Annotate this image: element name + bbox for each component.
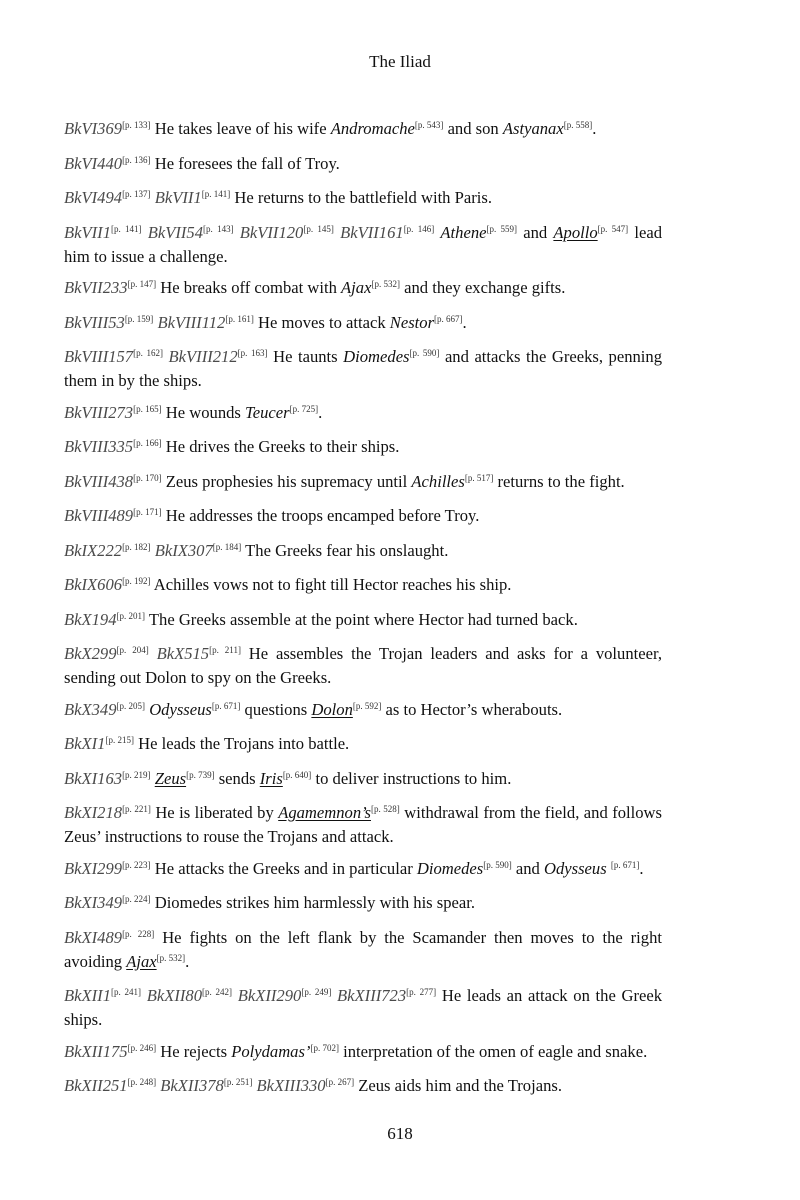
page-reference-link[interactable]: [p. 249] <box>301 987 332 997</box>
book-reference-link[interactable]: BkVII1 <box>64 222 111 242</box>
entry-text: He leads the Trojans into battle. <box>133 734 350 753</box>
page-reference-link[interactable]: [p. 532] <box>371 279 400 289</box>
entry-text: He wounds <box>161 402 246 422</box>
entry-text: . <box>185 951 190 971</box>
entry-paragraph <box>64 985 662 1030</box>
page-reference-link[interactable]: [p. 161] <box>225 313 254 324</box>
page-title: The Iliad <box>369 52 431 71</box>
page-reference-link[interactable]: [p. 532] <box>156 952 186 963</box>
book-reference-link[interactable]: BkX515 <box>156 644 210 663</box>
page-reference-link[interactable]: [p. 221] <box>122 804 151 814</box>
entry-text: He foresees the fall of Troy. <box>150 153 340 173</box>
entry-text: He addresses the troops encamped before Troy. <box>161 506 480 525</box>
entry-text: . <box>462 312 467 332</box>
entry-list <box>64 118 662 1110</box>
page-reference-link[interactable]: [p. 267] <box>325 1077 355 1087</box>
entry-text <box>149 644 157 663</box>
entry-text: . <box>639 858 644 878</box>
character-name-link[interactable]: Diomedes <box>343 347 410 366</box>
entry-paragraph <box>64 436 662 460</box>
page-reference-link[interactable]: [p. 165] <box>133 403 162 414</box>
book-reference-link[interactable]: BkXII290 <box>237 986 302 1005</box>
page-reference-link[interactable]: [p. 671] <box>610 859 640 870</box>
page-reference-link[interactable]: [p. 171] <box>133 507 162 517</box>
book-reference-link[interactable]: BkVII54 <box>147 222 204 242</box>
character-name-link[interactable]: Andromache <box>330 119 415 138</box>
entry-text: Zeus aids him and the Trojans. <box>354 1076 562 1095</box>
entry-paragraph <box>64 402 662 426</box>
book-reference-link[interactable]: BkXIII723 <box>337 986 407 1005</box>
page-reference-link[interactable]: [p. 640] <box>282 769 312 780</box>
entry-text: He takes leave of his wife <box>150 119 331 138</box>
entry-text: He assembles the Trojan leaders and asks for a volunteer, sending out Dolon to spy on the Greeks. <box>64 644 662 687</box>
character-name-link[interactable]: Odysseus <box>544 858 607 878</box>
entry-paragraph <box>64 187 662 211</box>
book-reference-link[interactable]: BkVIII212 <box>168 347 238 366</box>
page-reference-link[interactable]: [p. 166] <box>133 438 162 448</box>
entry-text: He taunts <box>267 347 344 366</box>
book-reference-link[interactable]: BkVI440 <box>64 153 123 173</box>
entry-text: . <box>592 119 597 138</box>
entry-text: and <box>511 858 544 878</box>
page-reference-link[interactable]: [p. 248] <box>127 1077 157 1087</box>
page-reference-link[interactable]: [p. 517] <box>464 472 494 483</box>
page-reference-link[interactable]: [p. 739] <box>186 769 215 780</box>
page-reference-link[interactable]: [p. 159] <box>124 313 154 324</box>
character-name-link[interactable]: Diomedes <box>416 858 484 878</box>
character-name-link[interactable]: Apollo <box>553 222 598 242</box>
book-reference-link[interactable]: BkVII1 <box>154 188 202 207</box>
entry-paragraph <box>64 277 662 301</box>
page-reference-link[interactable]: [p. 592] <box>352 700 382 711</box>
character-name-link[interactable]: Achilles <box>411 471 465 491</box>
book-reference-link[interactable]: BkIX307 <box>154 540 213 560</box>
entry-text: to deliver instructions to him. <box>311 768 512 788</box>
entry-text: lead him to issue a challenge. <box>64 222 663 266</box>
page-reference-link[interactable]: [p. 162] <box>133 348 163 358</box>
entry-text: interpretation of the omen of eagle and snake. <box>338 1041 648 1061</box>
page-reference-link[interactable]: [p. 667] <box>434 313 463 324</box>
page-reference-link[interactable]: [p. 725] <box>289 403 319 414</box>
book-reference-link[interactable]: BkX299 <box>64 644 117 663</box>
book-reference-link[interactable]: BkXIII330 <box>256 1076 326 1095</box>
entry-paragraph <box>64 574 662 598</box>
entry-paragraph <box>64 609 662 633</box>
book-reference-link[interactable]: BkVIII438 <box>64 471 134 491</box>
character-name-link[interactable]: Agamemnon’s <box>278 803 371 822</box>
entry-text: He leads an attack on the Greek ships. <box>64 986 663 1029</box>
book-reference-link[interactable]: BkX194 <box>64 609 117 629</box>
entry-paragraph <box>64 471 662 495</box>
entry-text: returns to the fight. <box>493 471 625 491</box>
character-name-link[interactable]: Odysseus <box>149 699 212 719</box>
book-reference-link[interactable]: BkVIII157 <box>64 347 134 366</box>
page-reference-link[interactable]: [p. 146] <box>403 223 435 234</box>
entry-text: He moves to attack <box>253 312 390 332</box>
page-reference-link[interactable]: [p. 201] <box>116 610 146 621</box>
book-reference-link[interactable]: BkXII175 <box>64 1041 128 1061</box>
page-reference-link[interactable]: [p. 277] <box>406 987 437 997</box>
page-number: 618 <box>387 1124 413 1143</box>
page-reference-link[interactable]: [p. 147] <box>127 279 157 289</box>
book-reference-link[interactable]: BkXI163 <box>64 768 123 788</box>
page-reference-link[interactable]: [p. 137] <box>122 189 151 199</box>
page-reference-link[interactable]: [p. 141] <box>201 189 231 199</box>
book-reference-link[interactable]: BkXI489 <box>64 927 123 947</box>
entry-paragraph <box>64 643 662 688</box>
entry-text: He drives the Greeks to their ships. <box>161 437 400 456</box>
entry-text: . <box>318 402 323 422</box>
entry-text: sends <box>214 768 260 788</box>
character-name-link[interactable]: Nestor <box>389 312 435 332</box>
entry-text: The Greeks assemble at the point where Hector had turned back. <box>145 609 578 629</box>
book-reference-link[interactable]: BkVIII335 <box>64 437 134 456</box>
entry-paragraph <box>64 346 662 391</box>
page-reference-link[interactable]: [p. 242] <box>202 987 233 997</box>
page-reference-link[interactable]: [p. 590] <box>483 859 512 870</box>
character-name-link[interactable]: Polydamas’ <box>231 1041 311 1061</box>
page-reference-link[interactable]: [p. 145] <box>303 223 334 234</box>
character-name-link[interactable]: Dolon <box>311 699 353 719</box>
character-name-link[interactable]: Zeus <box>154 768 187 788</box>
book-reference-link[interactable]: BkXII1 <box>64 986 111 1005</box>
page-reference-link[interactable]: [p. 246] <box>127 1042 157 1053</box>
entry-text: He attacks the Greeks and in particular <box>150 858 417 878</box>
page-reference-link[interactable]: [p. 133] <box>122 120 151 130</box>
entry-text: as to Hector’s wherabouts. <box>381 699 563 719</box>
book-reference-link[interactable]: BkXII378 <box>160 1076 224 1095</box>
entry-paragraph <box>64 699 662 723</box>
page-reference-link[interactable]: [p. 219] <box>122 769 151 780</box>
entry-text: The Greeks fear his onslaught. <box>241 540 449 560</box>
page-reference-link[interactable]: [p. 224] <box>122 894 151 904</box>
entry-paragraph <box>64 858 662 882</box>
page-reference-link[interactable]: [p. 702] <box>310 1042 339 1053</box>
entry-paragraph <box>64 892 662 916</box>
page-reference-link[interactable]: [p. 205] <box>116 700 146 711</box>
entry-text: He rejects <box>156 1041 232 1061</box>
book-reference-link[interactable]: BkVII120 <box>239 222 304 242</box>
entry-paragraph <box>64 733 662 757</box>
page-reference-link[interactable]: [p. 143] <box>203 223 234 234</box>
entry-paragraph <box>64 1041 662 1065</box>
book-reference-link[interactable]: BkVIII273 <box>64 402 134 422</box>
entry-text: Achilles vows not to fight till Hector reaches his ship. <box>150 575 512 594</box>
entry-paragraph <box>64 927 662 975</box>
entry-text: questions <box>240 699 312 719</box>
entry-text: and <box>517 222 554 242</box>
entry-paragraph <box>64 222 662 267</box>
entry-text: and son <box>443 119 503 138</box>
entry-text: He is liberated by <box>150 803 279 822</box>
page-reference-link[interactable]: [p. 251] <box>223 1077 253 1087</box>
book-reference-link[interactable]: BkVIII112 <box>157 312 226 332</box>
entry-paragraph <box>64 540 662 564</box>
character-name-link[interactable]: Athene <box>440 222 487 242</box>
character-name-link[interactable]: Iris <box>259 768 283 788</box>
entry-paragraph <box>64 505 662 529</box>
page-reference-link[interactable]: [p. 184] <box>212 541 242 552</box>
book-reference-link[interactable]: BkVIII489 <box>64 506 134 525</box>
page-reference-link[interactable]: [p. 163] <box>237 348 268 358</box>
page-reference-link[interactable]: [p. 182] <box>122 541 151 552</box>
entry-text: withdrawal from the field, and follows Zeus’ instructions to rouse the Trojans and attack. <box>64 803 663 846</box>
page-reference-link[interactable]: [p. 141] <box>111 223 142 234</box>
book-reference-link[interactable]: BkXI218 <box>64 803 123 822</box>
entry-paragraph <box>64 1075 662 1099</box>
character-name-link[interactable]: Ajax <box>341 278 372 297</box>
book-reference-link[interactable]: BkX349 <box>64 699 117 719</box>
entry-text: and attacks the Greeks, penning them in by the ships. <box>64 347 662 390</box>
book-reference-link[interactable]: BkXI349 <box>64 893 123 912</box>
entry-paragraph <box>64 802 662 847</box>
page-reference-link[interactable]: [p. 170] <box>133 472 162 483</box>
book-reference-link[interactable]: BkVI369 <box>64 119 123 138</box>
page-reference-link[interactable]: [p. 559] <box>486 223 518 234</box>
character-name-link[interactable]: Astyanax <box>502 119 564 138</box>
book-reference-link[interactable]: BkXII80 <box>146 986 203 1005</box>
book-reference-link[interactable]: BkIX222 <box>64 540 123 560</box>
book-reference-link[interactable]: BkIX606 <box>64 575 123 594</box>
entry-text: He returns to the battlefield with Paris. <box>230 188 492 207</box>
book-reference-link[interactable]: BkXI299 <box>64 858 123 878</box>
page-reference-link[interactable]: [p. 136] <box>122 154 151 165</box>
page-reference-link[interactable]: [p. 211] <box>209 645 241 655</box>
entry-text: Zeus prophesies his supremacy until <box>161 471 412 491</box>
character-name-link[interactable]: Ajax <box>126 951 157 971</box>
entry-paragraph <box>64 312 662 336</box>
character-name-link[interactable]: Teucer <box>245 402 290 422</box>
page-reference-link[interactable]: [p. 671] <box>211 700 241 711</box>
page-reference-link[interactable]: [p. 192] <box>122 576 151 586</box>
book-reference-link[interactable]: BkVIII53 <box>64 312 125 332</box>
entry-paragraph <box>64 118 662 142</box>
page-reference-link[interactable]: [p. 547] <box>597 223 629 234</box>
page-reference-link[interactable]: [p. 223] <box>122 859 151 870</box>
page-reference-link[interactable]: [p. 543] <box>414 120 444 130</box>
book-reference-link[interactable]: BkVII233 <box>64 278 128 297</box>
entry-text: He breaks off combat with <box>156 278 342 297</box>
book-reference-link[interactable]: BkXI1 <box>64 734 106 753</box>
page-reference-link[interactable]: [p. 204] <box>116 645 149 655</box>
page-reference-link[interactable]: [p. 528] <box>371 804 400 814</box>
entry-text: He fights on the left flank by the Scamander then moves to the right avoiding <box>64 927 663 971</box>
page-reference-link[interactable]: [p. 558] <box>563 120 593 130</box>
page-reference-link[interactable]: [p. 228] <box>122 928 155 939</box>
book-reference-link[interactable]: BkXII251 <box>64 1076 128 1095</box>
book-reference-link[interactable]: BkVI494 <box>64 188 123 207</box>
page-reference-link[interactable]: [p. 241] <box>111 987 142 997</box>
entry-paragraph <box>64 153 662 177</box>
page-reference-link[interactable]: [p. 215] <box>105 735 134 745</box>
page-reference-link[interactable]: [p. 590] <box>409 348 440 358</box>
entry-text: and they exchange gifts. <box>399 278 566 297</box>
entry-text: Diomedes strikes him harmlessly with his spear. <box>150 893 476 912</box>
book-reference-link[interactable]: BkVII161 <box>340 222 404 242</box>
entry-paragraph <box>64 768 662 792</box>
